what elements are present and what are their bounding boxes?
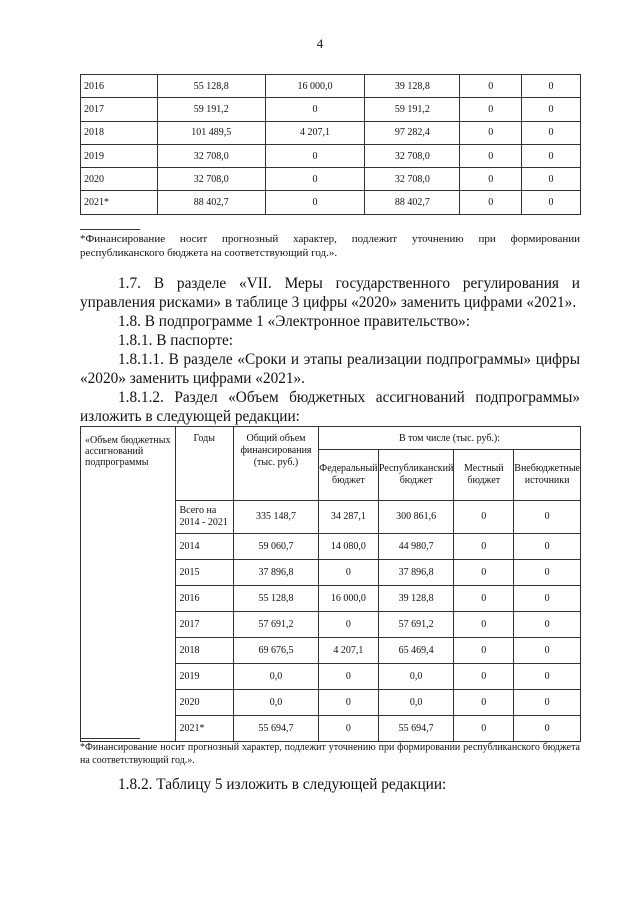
table-cell: 16 000,0: [265, 75, 365, 98]
table-row: [81, 191, 581, 214]
table-cell-year: 2021*: [81, 191, 158, 214]
table-cell: 0,0: [234, 664, 319, 690]
table-row: [81, 121, 581, 144]
body-text-closing: [80, 775, 580, 794]
header-local: Местный бюджет: [454, 450, 514, 501]
table-cell: 0: [454, 501, 514, 534]
table-cell: 88 402,7: [365, 191, 460, 214]
table-cell-year: 2015: [175, 560, 234, 586]
table-cell: 0: [514, 501, 581, 534]
table-cell: 0: [514, 560, 581, 586]
table-cell: 65 469,4: [378, 638, 453, 664]
table-cell-year: 2016: [81, 75, 158, 98]
table-cell: 97 282,4: [365, 121, 460, 144]
table-cell: 0: [522, 168, 581, 191]
table-cell: 0: [318, 612, 378, 638]
table-cell: 32 708,0: [157, 168, 265, 191]
table-cell: 0: [454, 612, 514, 638]
table-row: [81, 144, 581, 167]
table-cell: 0: [265, 191, 365, 214]
table-cell: 37 896,8: [234, 560, 319, 586]
table-cell: 0: [514, 534, 581, 560]
table-header-row: [81, 427, 581, 450]
table-cell: 335 148,7: [234, 501, 319, 534]
table-cell: 55 128,8: [234, 586, 319, 612]
table-cell: 0: [522, 121, 581, 144]
table-cell: 0,0: [234, 690, 319, 716]
table-cell: 16 000,0: [318, 586, 378, 612]
table-cell: 69 676,5: [234, 638, 319, 664]
paragraph: 1.8.1. В паспорте:: [118, 332, 234, 349]
table-cell: 39 128,8: [365, 75, 460, 98]
table-cell: 57 691,2: [234, 612, 319, 638]
table-cell: 0,0: [378, 690, 453, 716]
table-cell: 0: [265, 168, 365, 191]
table-cell-year: 2020: [175, 690, 234, 716]
table-cell: 0: [454, 664, 514, 690]
table-cell-year: 2014: [175, 534, 234, 560]
table-cell: 0: [460, 121, 522, 144]
table-cell: 0: [454, 560, 514, 586]
table-cell: 0: [265, 144, 365, 167]
table-cell: 0: [318, 560, 378, 586]
table-cell: 0: [522, 75, 581, 98]
table-row: [81, 98, 581, 121]
table-cell: 4 207,1: [265, 121, 365, 144]
paragraph: 1.8.1.1. В разделе «Сроки и этапы реализации подпрограммы» цифры «2020» заменить цифрами «2021».: [80, 351, 580, 387]
paragraph: 1.8.2. Таблицу 5 изложить в следующей редакции:: [118, 776, 447, 793]
table-cell: 59 191,2: [157, 98, 265, 121]
table-cell: 0: [265, 98, 365, 121]
table-cell-year: 2019: [175, 664, 234, 690]
footnote-separator: [80, 229, 140, 230]
table-cell: 32 708,0: [365, 168, 460, 191]
table-cell: 44 980,7: [378, 534, 453, 560]
table-cell: 0: [454, 716, 514, 742]
footnote: *Финансирование носит прогнозный характер, подлежит уточнению при формировании республиканского бюджета на соответствующий год.».: [80, 233, 580, 259]
table-cell: 0: [514, 586, 581, 612]
table-cell-year: 2017: [81, 98, 158, 121]
table-cell: 59 191,2: [365, 98, 460, 121]
table-cell: 0: [460, 191, 522, 214]
table-cell-year: 2020: [81, 168, 158, 191]
table-cell: 59 060,7: [234, 534, 319, 560]
table-cell-year: 2018: [175, 638, 234, 664]
table-cell-year: 2021*: [175, 716, 234, 742]
body-text: [80, 274, 580, 426]
header-including: В том числе (тыс. руб.):: [318, 427, 580, 450]
table-cell: 0: [514, 638, 581, 664]
table-cell: 0: [522, 144, 581, 167]
table-cell: 0: [318, 664, 378, 690]
header-extra: Внебюджетные источники: [514, 450, 581, 501]
table-cell: 0: [460, 75, 522, 98]
header-federal: Федеральный бюджет: [318, 450, 378, 501]
footnote-separator: [80, 738, 140, 739]
paragraph: 1.8.1.2. Раздел «Объем бюджетных ассигнований подпрограммы» изложить в следующей редакции:: [80, 389, 580, 425]
table-cell-year: Всего на 2014 - 2021: [175, 501, 234, 534]
table-cell: 0: [318, 716, 378, 742]
table-cell: 57 691,2: [378, 612, 453, 638]
table-cell: 0: [454, 586, 514, 612]
financing-table-continued: [80, 74, 581, 215]
table-cell-year: 2018: [81, 121, 158, 144]
table-cell: 0: [514, 664, 581, 690]
table-cell: 0: [454, 534, 514, 560]
table-cell: 0,0: [378, 664, 453, 690]
header-republic: Республиканский бюджет: [378, 450, 453, 501]
table-cell: 0: [522, 98, 581, 121]
table-cell: 55 694,7: [378, 716, 453, 742]
table-cell: 0: [318, 690, 378, 716]
paragraph: 1.7. В разделе «VII. Меры государственного регулирования и управления рисками» в таблице 3 цифры «2020» заменить цифрами «2021».: [80, 275, 580, 311]
table-cell: 39 128,8: [378, 586, 453, 612]
header-years: Годы: [175, 427, 234, 501]
table-cell: 88 402,7: [157, 191, 265, 214]
table-cell: 101 489,5: [157, 121, 265, 144]
budget-allocations-table: [80, 426, 581, 742]
table-cell-year: 2017: [175, 612, 234, 638]
table-cell: 0: [460, 98, 522, 121]
table-cell: 32 708,0: [365, 144, 460, 167]
table-cell: 37 896,8: [378, 560, 453, 586]
table-cell: 0: [522, 191, 581, 214]
table-row: [81, 168, 581, 191]
table-cell-year: 2016: [175, 586, 234, 612]
table-cell: 0: [454, 690, 514, 716]
table-cell: 0: [460, 168, 522, 191]
table-row: [81, 75, 581, 98]
table-cell: 55 128,8: [157, 75, 265, 98]
table-cell-year: 2019: [81, 144, 158, 167]
table-cell: 0: [514, 716, 581, 742]
table-cell: 0: [514, 690, 581, 716]
row-label: «Объем бюджетных ассигнований подпрограммы: [81, 427, 176, 742]
table-cell: 0: [454, 638, 514, 664]
paragraph: 1.8. В подпрограмме 1 «Электронное правительство»:: [118, 313, 471, 330]
footnote: *Финансирование носит прогнозный характер, подлежит уточнению при формировании республиканского бюджета на соответствующий год.».: [80, 742, 580, 766]
table-cell: 300 861,6: [378, 501, 453, 534]
table-cell: 14 080,0: [318, 534, 378, 560]
table-cell: 32 708,0: [157, 144, 265, 167]
table-cell: 4 207,1: [318, 638, 378, 664]
table-cell: 55 694,7: [234, 716, 319, 742]
page-number: 4: [316, 36, 324, 51]
header-total: Общий объем финансирования (тыс. руб.): [234, 427, 319, 501]
table-cell: 0: [514, 612, 581, 638]
table-cell: 0: [460, 144, 522, 167]
table-cell: 34 287,1: [318, 501, 378, 534]
